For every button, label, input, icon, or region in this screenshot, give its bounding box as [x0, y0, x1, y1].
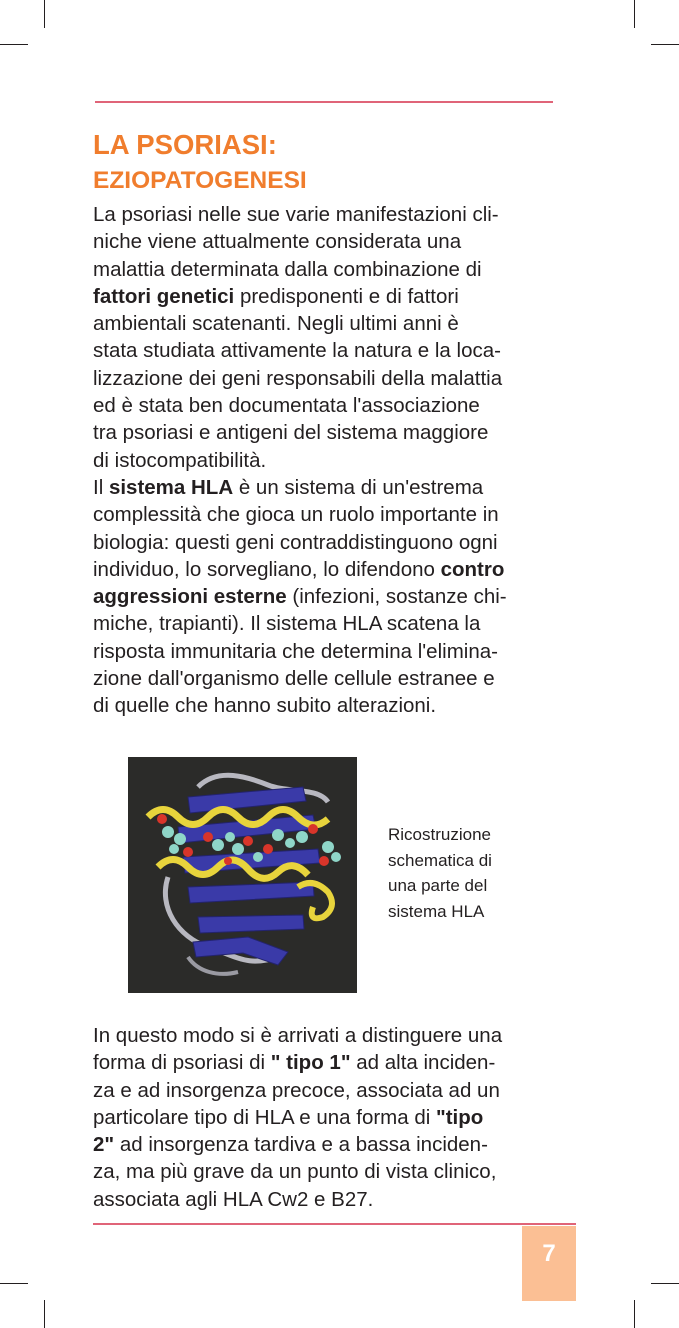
text-segment: particolare tipo di HLA e una forma di	[93, 1105, 436, 1129]
page-number-box	[522, 1226, 576, 1301]
text-line	[93, 1186, 573, 1213]
crop-mark	[0, 44, 28, 45]
text-line	[93, 529, 573, 556]
title-line-2: EZIOPATOGENESI	[93, 167, 307, 194]
page-title	[93, 127, 307, 199]
caption-line: sistema HLA	[388, 901, 485, 921]
text-line	[93, 419, 573, 446]
text-segment: biologia: questi geni contraddistinguono ogni	[93, 530, 498, 554]
crop-mark	[651, 1283, 679, 1284]
paragraph-2	[93, 1022, 573, 1213]
text-segment: ad insorgenza tardiva e a bassa inciden-	[114, 1133, 488, 1157]
text-line	[93, 583, 573, 610]
text-line	[93, 283, 573, 310]
text-segment: niche viene attualmente considerata una	[93, 230, 462, 254]
text-segment: di quelle che hanno subito alterazioni.	[93, 694, 437, 718]
text-line	[93, 692, 573, 719]
crop-mark	[634, 0, 635, 28]
text-line	[93, 337, 573, 364]
bold-text: "tipo	[436, 1105, 484, 1129]
crop-mark	[651, 44, 679, 45]
text-line	[93, 447, 573, 474]
text-segment: tra psoriasi e antigeni del sistema maggiore	[93, 421, 489, 445]
text-segment: za, ma più grave da un punto di vista clinico,	[93, 1160, 497, 1184]
text-line	[93, 1077, 573, 1104]
paragraph-1	[93, 201, 573, 720]
text-segment: Il	[93, 475, 109, 499]
text-segment: La psoriasi nelle sue varie manifestazioni cli-	[93, 203, 499, 226]
text-line	[93, 610, 573, 637]
bold-text: contro	[440, 557, 505, 581]
text-segment: è un sistema di un'estrema	[233, 475, 484, 499]
bold-text: 2"	[93, 1133, 115, 1157]
text-line	[93, 638, 573, 665]
crop-mark	[634, 1300, 635, 1328]
text-segment: In questo modo si è arrivati a distinguere una	[93, 1024, 503, 1047]
text-line	[93, 1131, 573, 1158]
text-line	[93, 392, 573, 419]
text-segment: ed è stata ben documentata l'associazione	[93, 394, 480, 418]
bottom-rule	[93, 1223, 576, 1225]
text-segment: lizzazione dei geni responsabili della malattia	[93, 366, 503, 390]
text-line	[93, 556, 573, 583]
text-line	[93, 474, 573, 501]
text-line	[93, 665, 573, 692]
caption-line: Ricostruzione	[388, 825, 491, 844]
page-number: 7	[542, 1240, 556, 1267]
text-line	[93, 201, 573, 228]
title-line-1: LA PSORIASI:	[93, 129, 277, 160]
text-line	[93, 1049, 573, 1076]
text-segment: individuo, lo sorvegliano, lo difendono	[93, 557, 441, 581]
text-segment: (infezioni, sostanze chi-	[286, 585, 507, 609]
text-segment: stata studiata attivamente la natura e la loca-	[93, 339, 501, 363]
top-rule	[95, 101, 553, 103]
text-line	[93, 1022, 573, 1049]
figure-caption	[388, 822, 492, 924]
bold-text: fattori genetici	[93, 284, 235, 308]
text-line	[93, 1104, 573, 1131]
text-segment: ad alta inciden-	[350, 1051, 496, 1075]
crop-mark	[44, 1300, 45, 1328]
text-segment: ambientali scatenanti. Negli ultimi anni è	[93, 312, 459, 336]
crop-mark	[44, 0, 45, 28]
text-segment: complessità che gioca un ruolo importante in	[93, 503, 499, 527]
text-segment: za e ad insorgenza precoce, associata ad un	[93, 1078, 500, 1102]
text-segment: associata agli HLA Cw2 e B27.	[93, 1187, 374, 1211]
text-line	[93, 1158, 573, 1185]
bold-text: " tipo 1"	[270, 1051, 351, 1075]
caption-line: schematica di	[388, 850, 492, 870]
text-line	[93, 501, 573, 528]
text-segment: miche, trapianti). Il sistema HLA scatena la	[93, 612, 481, 636]
bold-text: aggressioni esterne	[93, 585, 287, 609]
text-line	[93, 365, 573, 392]
text-line	[93, 228, 573, 255]
text-segment: malattia determinata dalla combinazione di	[93, 257, 482, 281]
bold-text: sistema HLA	[108, 475, 234, 499]
text-segment: forma di psoriasi di	[93, 1051, 271, 1075]
text-segment: zione dall'organismo delle cellule estranee e	[93, 667, 495, 691]
text-segment: predisponenti e di fattori	[234, 284, 459, 308]
crop-mark	[0, 1283, 28, 1284]
text-segment: risposta immunitaria che determina l'elimina-	[93, 639, 498, 663]
text-line	[93, 310, 573, 337]
hla-structure-image	[128, 757, 357, 993]
text-line	[93, 256, 573, 283]
caption-line: una parte del	[388, 876, 488, 895]
text-segment: di istocompatibilità.	[93, 448, 267, 472]
